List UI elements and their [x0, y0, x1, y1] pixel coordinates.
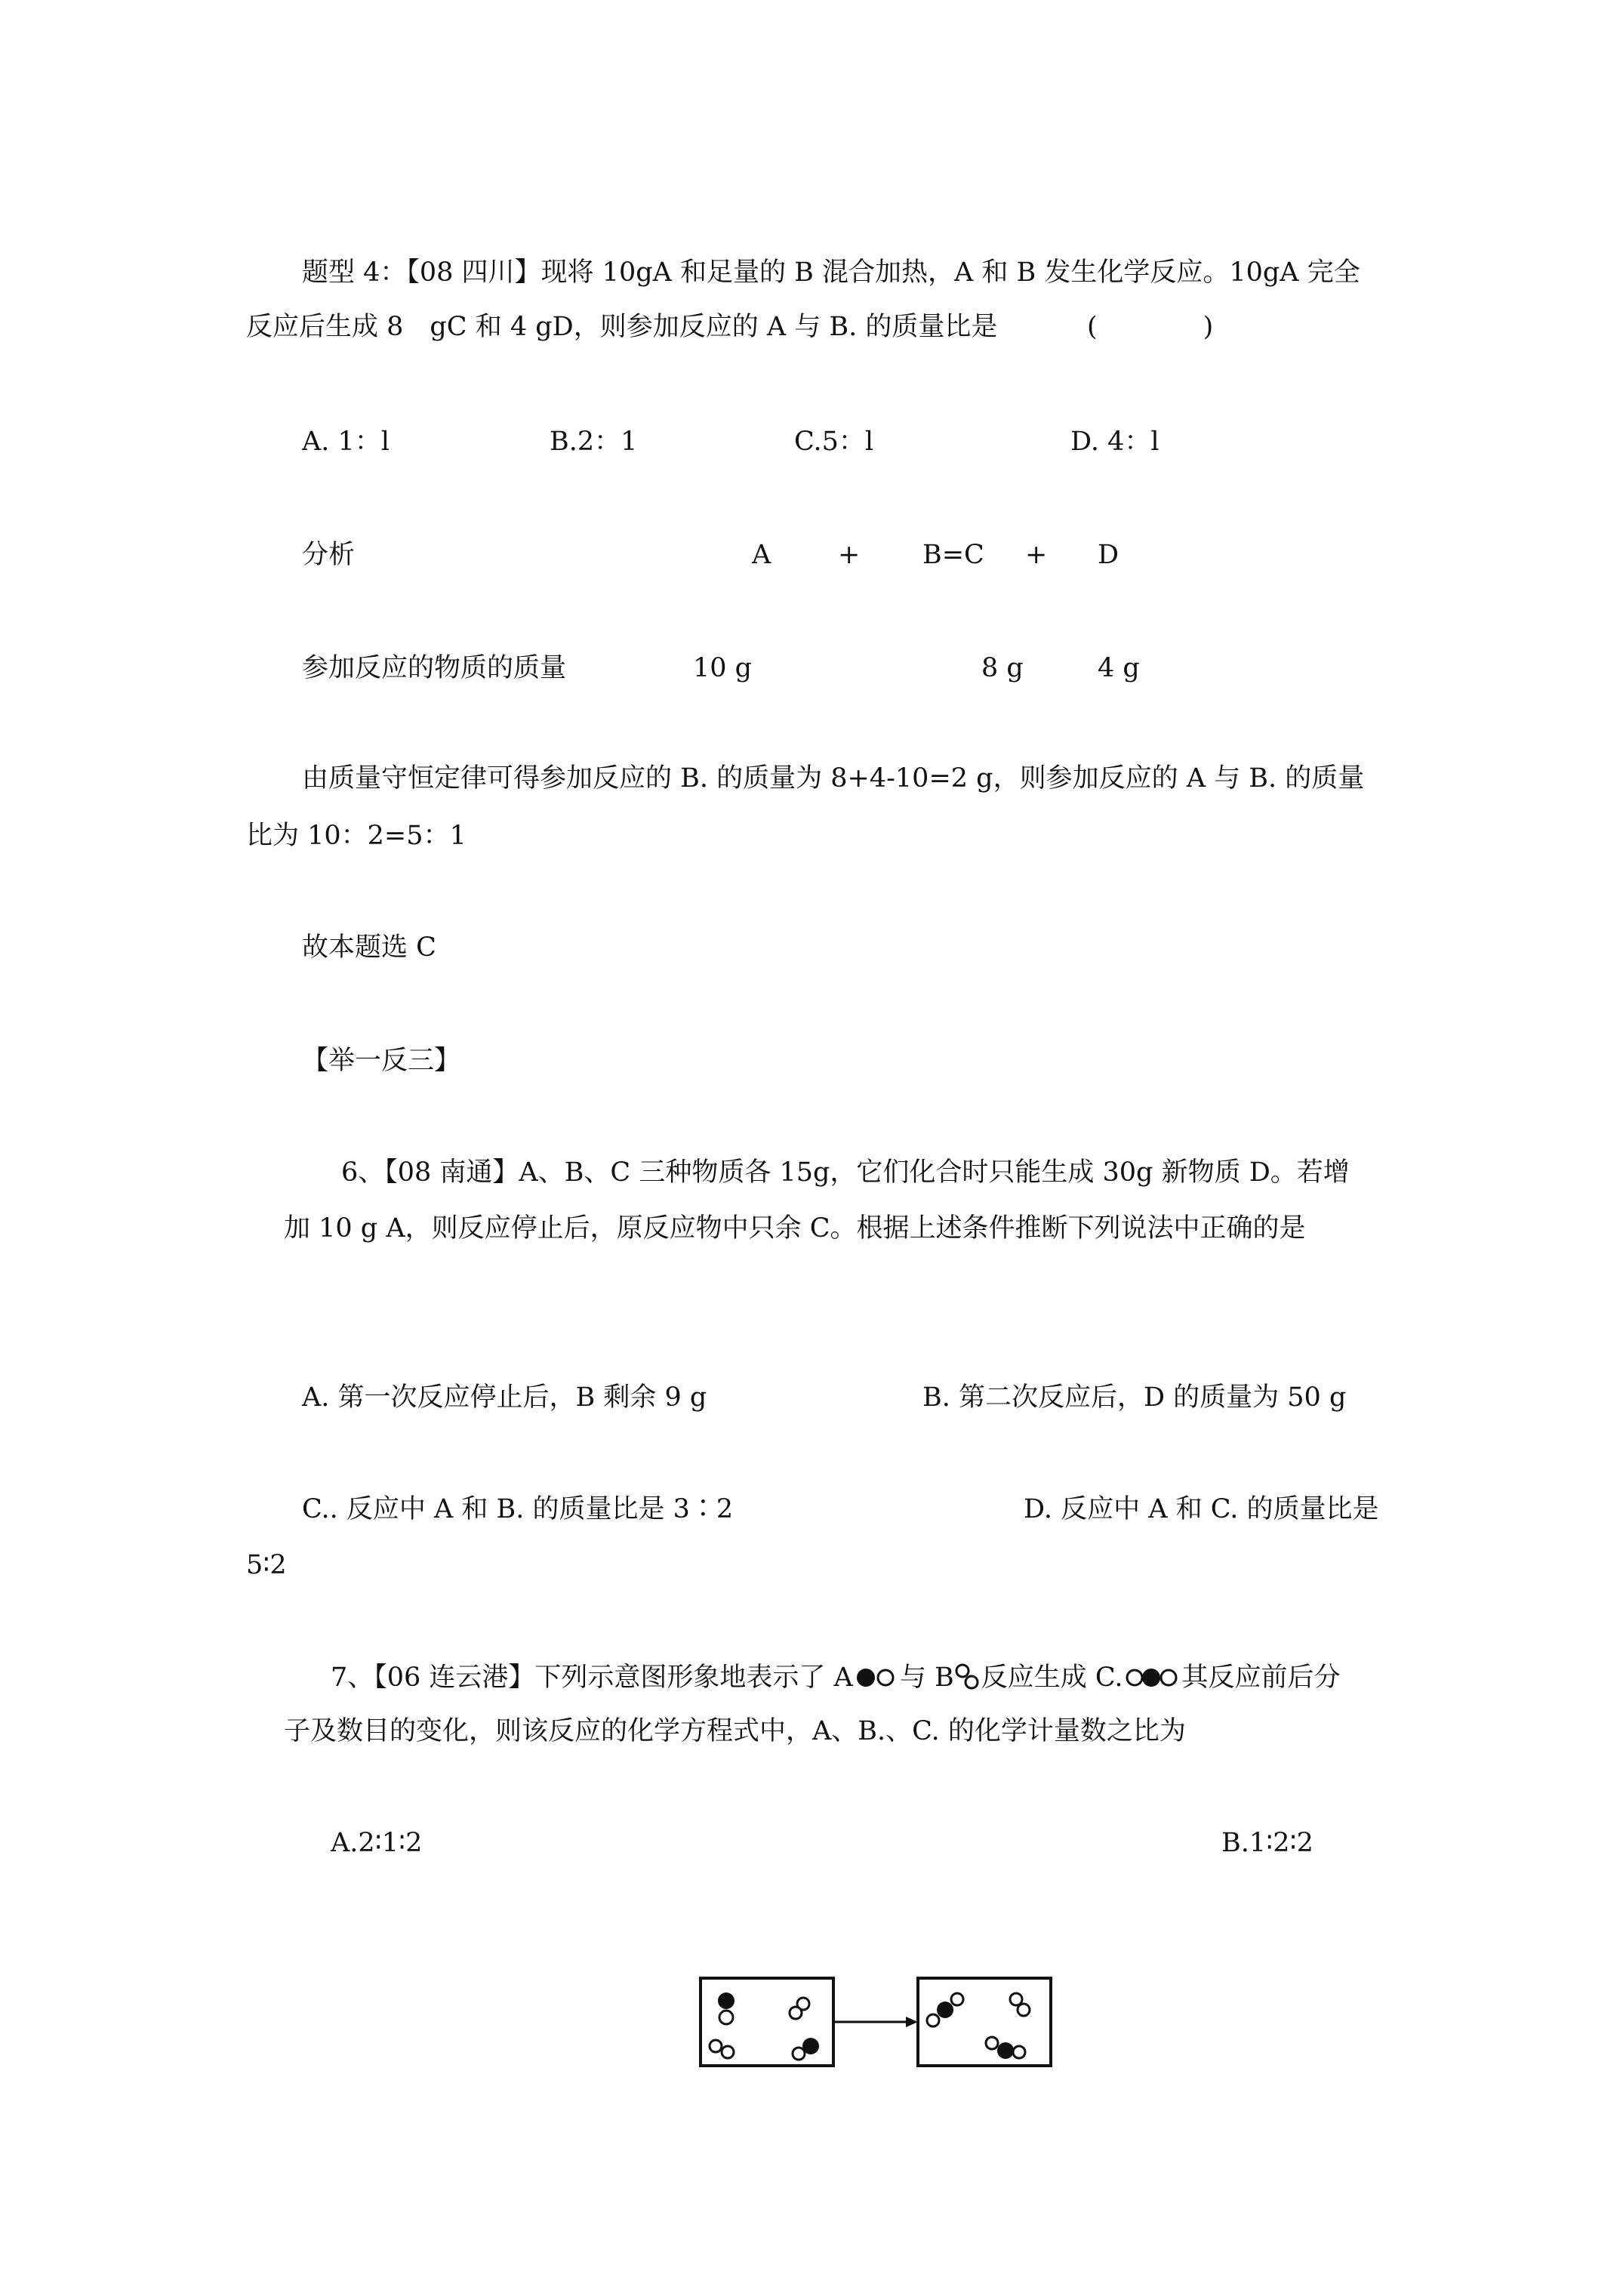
q7-line1-text-b: 与 B [899, 1662, 954, 1693]
q6-line1: 6、【08 南通】A、B、C 三种物质各 15g，它们化合时只能生成 30g 新物质 D。若增 [341, 1157, 1350, 1188]
equation-plus-1: + [838, 540, 861, 570]
equation-b-equals-c: B=C [922, 540, 984, 570]
molecule-c-icon [1123, 1665, 1182, 1690]
q7-line1-text-c: 反应生成 C. [981, 1662, 1123, 1693]
equation-d: D [1098, 540, 1119, 570]
q7-line1 [331, 1663, 1341, 1693]
section-title: 【举一反三】 [302, 1046, 461, 1076]
q4-option-c: C.5：l [794, 427, 874, 457]
q7-line1-text-d: 其反应前后分 [1181, 1662, 1341, 1693]
q6-option-d: D. 反应中 A 和 C. 的质量比是 [1024, 1494, 1379, 1524]
conclusion: 故本题选 C [302, 932, 436, 963]
q6-option-d-cont: 5∶2 [246, 1550, 287, 1580]
before-box [701, 1978, 833, 2066]
molecule-b-icon [954, 1663, 981, 1693]
q4-option-b: B.2：1 [550, 427, 638, 457]
q4-line2: 反应后生成 8 gC 和 4 gD，则参加反应的 A 与 B. 的质量比是 [246, 312, 998, 342]
mass-c: 8 g [981, 653, 1024, 683]
q7-option-b: B.1∶2∶2 [1221, 1828, 1313, 1858]
q4-answer-bracket: ( ) [1087, 312, 1214, 342]
q6-option-c: C.. 反应中 A 和 B. 的质量比是 3∶2 [302, 1494, 734, 1524]
analysis-label: 分析 [302, 540, 356, 570]
q6-option-a: A. 第一次反应停止后，B 剩余 9 g [302, 1382, 707, 1413]
mass-a: 10 g [693, 653, 753, 683]
q4-line1: 题型 4：【08 四川】现将 10gA 和足量的 B 混合加热，A 和 B 发生化学反应。10gA 完全 [302, 257, 1360, 288]
mass-label: 参加反应的物质的质量 [302, 653, 567, 683]
reaction-diagram [693, 1971, 1055, 2076]
q4-option-a: A. 1：l [302, 427, 390, 457]
q4-option-d: D. 4：l [1070, 427, 1160, 457]
q7-option-a: A.2∶1∶2 [331, 1828, 423, 1858]
equation-plus-2: + [1025, 540, 1048, 570]
after-box [918, 1978, 1051, 2066]
q7-line2: 子及数目的变化，则该反应的化学方程式中，A、B.、C. 的化学计量数之比为 [284, 1716, 1186, 1746]
explanation-line2: 比为 10：2=5：1 [246, 821, 467, 851]
mass-d: 4 g [1098, 653, 1140, 683]
q6-option-b: B. 第二次反应后，D 的质量为 50 g [922, 1382, 1347, 1413]
equation-a: A [752, 540, 771, 570]
reaction-arrow [833, 2017, 918, 2027]
q7-line1-text-a: 7、【06 连云港】下列示意图形象地表示了 A [331, 1662, 853, 1693]
q6-line2: 加 10 g A，则反应停止后，原反应物中只余 C。根据上述条件推断下列说法中正确的是 [284, 1213, 1306, 1244]
molecule-a-icon [853, 1665, 900, 1690]
explanation-line1: 由质量守恒定律可得参加反应的 B. 的质量为 8+4-10=2 g，则参加反应的 A 与 B. 的质量 [302, 763, 1365, 794]
